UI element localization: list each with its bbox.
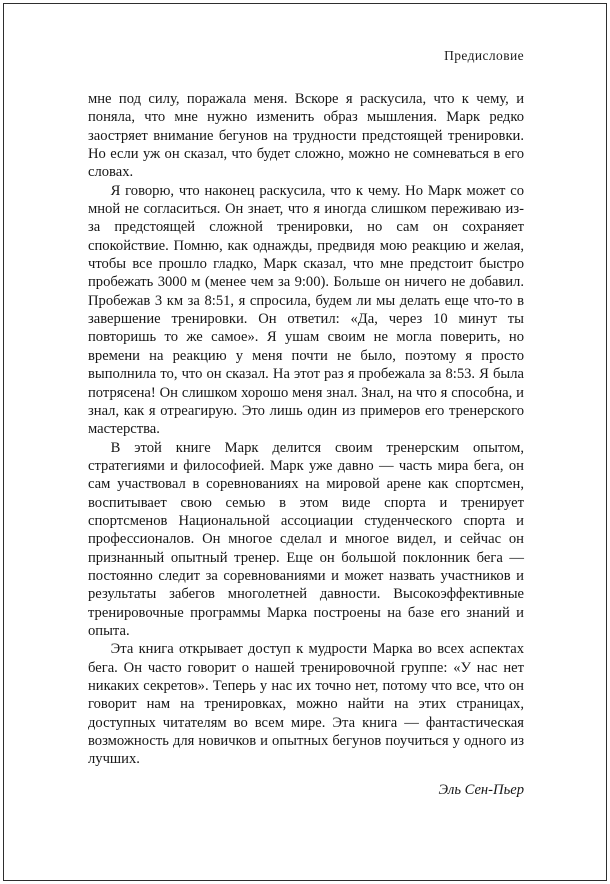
page-content xyxy=(88,48,524,799)
running-head: Предисловие xyxy=(444,48,524,63)
paragraph: В этой книге Марк делится своим тренерским опытом, стратегиями и философией. Марк уже давно — часть мира бега, он сам участвовал в соревнованиях на мировой арене как спортсмен, воспитывает свою семью в этом виде спорта и тренирует спортсменов Национальной ассоциации студенческого спорта и профессионалов. Он многое сделал и многое видел, и сейчас он признанный опытный тренер. Еще он большой поклонник бега — постоянно следит за соревнованиями и может назвать участников и результаты забегов многолетней давности. Высокоэффективные тренировочные программы Марка построены на базе его знаний и опыта. xyxy=(88,439,524,639)
body-text xyxy=(88,90,524,769)
paragraph: Я говорю, что наконец раскусила, что к чему. Но Марк может со мной не согласиться. Он знает, что я иногда слишком переживаю из-за предстоящей сложной тренировки, но сам он сохраняет спокойствие. Помню, как однажды, предвидя мою реакцию и желая, чтобы все прошло гладко, Марк сказал, что мне предстоит быстро пробежать 3000 м (менее чем за 9:00). Больше он ничего не добавил. Пробежав 3 км за 8:51, я спросила, будем ли мы делать еще что-то в завершение тренировки. Он ответил: «Да, через 10 минут ты повторишь то же самое». Я ушам своим не могла поверить, но времени на реакцию у меня почти не было, поэтому я просто выполнила то, что он сказал. На этот раз я пробежала за 8:53. Я была потрясена! Он слишком хорошо меня знал. Знал, на что я способна, и знал, как я отреагирую. Это лишь один из примеров его тренерского мастерства. xyxy=(88,182,524,438)
author-signature: Эль Сен-Пьер xyxy=(438,781,524,798)
paragraph: Эта книга открывает доступ к мудрости Марка во всех аспектах бега. Он часто говорит о нашей тренировочной группе: «У нас нет никаких секретов». Теперь у нас их точно нет, потому что все, что он говорит нам на тренировках, можно найти на этих страницах, доступных читателям во всем мире. Эта книга — фантастическая возможность для новичков и опытных бегунов поучиться у одного из лучших. xyxy=(88,641,524,768)
paragraph: мне под силу, поражала меня. Вскоре я раскусила, что к чему, и поняла, что мне нужно изменить образ мышления. Марк редко заостряет внимание бегунов на трудности предстоящей тренировки. Но если уж он сказал, что будет сложно, можно не сомневаться в его словах. xyxy=(88,91,524,181)
